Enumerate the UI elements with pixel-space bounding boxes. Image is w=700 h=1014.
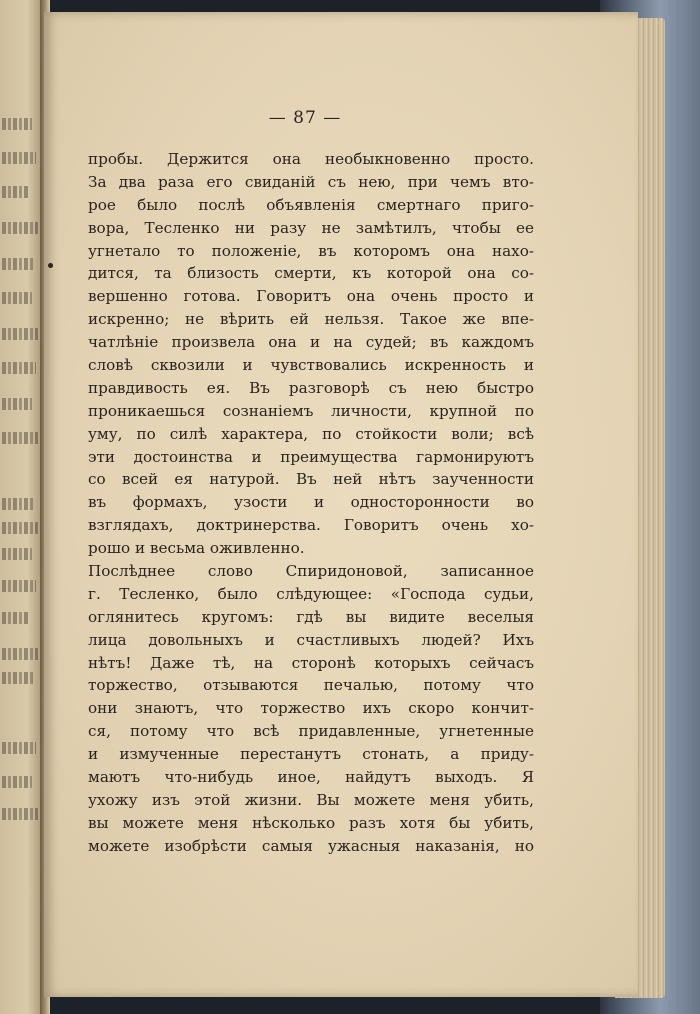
- text-line: маютъ что-нибудь иное, найдутъ выходъ. Я: [88, 768, 534, 787]
- text-line: лица довольныхъ и счастливыхъ людей? Ихъ: [88, 630, 534, 649]
- text-line: чатлѣніе произвела она и на судей; въ каждомъ: [88, 333, 534, 352]
- left-page-text-fragment: [2, 186, 30, 198]
- text-line: словѣ сквозили и чувствовались искренность и: [88, 356, 534, 375]
- text-line: дится, та близость смерти, къ которой она со-: [88, 264, 534, 283]
- text-line: торжество, отзываются печалью, потому что: [88, 676, 534, 695]
- text-line: правдивость ея. Въ разговорѣ съ нею быстро: [88, 378, 534, 397]
- text-line: рошо и весьма оживленно.: [88, 539, 305, 558]
- left-page-text-fragment: [2, 498, 34, 510]
- text-line: и измученные перестанутъ стонать, а приду-: [88, 745, 534, 764]
- left-page-text-fragment: [2, 580, 36, 592]
- left-page-text-fragment: [2, 548, 32, 560]
- text-line: въ формахъ, узости и односторонности во: [88, 493, 534, 512]
- text-line: Послѣднее слово Спиридоновой, записанное: [88, 562, 534, 581]
- ink-dot: [48, 263, 53, 268]
- text-line: оглянитесь кругомъ: гдѣ вы видите веселыя: [88, 607, 534, 626]
- text-line: уму, по силѣ характера, по стойкости воли; всѣ: [88, 424, 534, 443]
- left-page-text-fragment: [2, 808, 38, 820]
- text-line: со всей ея натурой. Въ ней нѣтъ заученности: [88, 470, 534, 489]
- left-page-text-fragment: [2, 522, 38, 534]
- left-page-text-fragment: [2, 152, 36, 164]
- text-line: проникаешься сознаніемъ личности, крупной по: [88, 401, 534, 420]
- left-page-text-fragment: [2, 292, 32, 304]
- text-line: ухожу изъ этой жизни. Вы можете меня убить,: [88, 790, 534, 809]
- left-page-text-fragment: [2, 776, 32, 788]
- left-page-text-fragment: [2, 398, 32, 410]
- text-line: ся, потому что всѣ придавленные, угнетенные: [88, 722, 534, 741]
- page-text: [88, 148, 534, 858]
- text-line: рое было послѣ объявленія смертнаго приго-: [88, 195, 534, 214]
- text-line: г. Тесленко, было слѣдующее: «Господа судьи,: [88, 584, 534, 603]
- text-line: искренно; не вѣрить ей нельзя. Такое же впе-: [88, 310, 534, 329]
- text-line: угнетало то положеніе, въ которомъ она нахо-: [88, 241, 534, 260]
- text-line: они знаютъ, что торжество ихъ скоро кончит-: [88, 699, 534, 718]
- text-line: вы можете меня нѣсколько разъ хотя бы убить,: [88, 813, 534, 832]
- text-line: взглядахъ, доктринерства. Говоритъ очень хо-: [88, 516, 534, 535]
- left-page-text-fragment: [2, 118, 32, 130]
- text-line: нѣтъ! Даже тѣ, на сторонѣ которыхъ сейчасъ: [88, 653, 534, 672]
- text-line: эти достоинства и преимущества гармонируютъ: [88, 447, 534, 466]
- left-page-text-fragment: [2, 612, 30, 624]
- left-page-text-fragment: [2, 742, 36, 754]
- text-line: пробы. Держится она необыкновенно просто.: [88, 150, 534, 168]
- left-page-text-fragment: [2, 328, 38, 340]
- left-page-text-fragment: [2, 362, 36, 374]
- text-line: За два раза его свиданій съ нею, при чемъ вто-: [88, 172, 534, 191]
- text-line: вершенно готова. Говоритъ она очень просто и: [88, 287, 534, 306]
- left-page-text-fragment: [2, 222, 38, 234]
- text-line: можете изобрѣсти самыя ужасныя наказанія, но: [88, 836, 534, 855]
- page-number: — 87 —: [268, 108, 342, 128]
- text-line: вора, Тесленко ни разу не замѣтилъ, чтобы ее: [88, 218, 534, 237]
- left-page-text-fragment: [2, 648, 38, 660]
- left-page-text-fragment: [2, 432, 38, 444]
- left-page-text-fragment: [2, 258, 34, 270]
- left-page-text-fragment: [2, 672, 34, 684]
